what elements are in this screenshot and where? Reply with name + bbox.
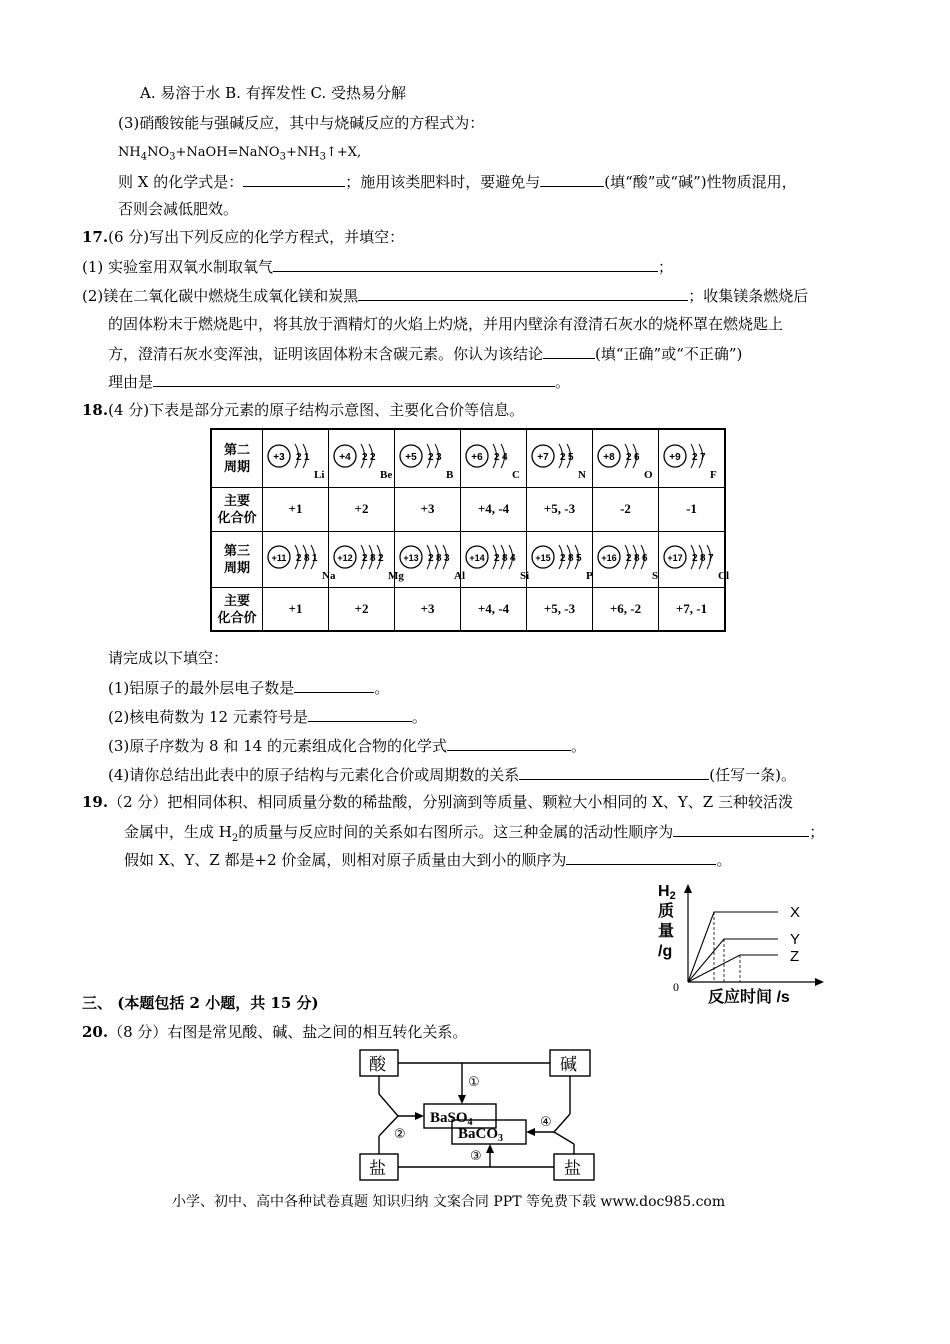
valence-cell: +5, -3 xyxy=(527,487,593,531)
q17-intro: 17.(6 分)写出下列反应的化学方程式，并填空： xyxy=(82,228,405,246)
element-symbol: Mg xyxy=(387,570,404,582)
shell-electron-count: 8 xyxy=(633,553,640,564)
series-z-label: Z xyxy=(790,948,800,965)
atom-cell xyxy=(527,429,593,487)
arrow3-icon xyxy=(486,1144,494,1153)
q18-fill4: (4)请你总结出此表中的原子结构与元素化合价或周期数的关系 (任写一条)。 xyxy=(108,766,796,784)
nucleus-charge: +15 xyxy=(534,553,551,563)
arrow4-icon xyxy=(526,1128,535,1136)
atom-diagram xyxy=(331,533,404,585)
shell-electron-count: 2 xyxy=(559,452,566,464)
shell-electron-count: 6 xyxy=(633,452,640,464)
q17-part2: (2)镁在二氧化碳中燃烧生成氧化镁和炭黑 ；收集镁条燃烧后 xyxy=(82,287,809,305)
valence-cell: +4, -4 xyxy=(461,487,527,531)
shell-electron-count: 1 xyxy=(303,452,310,464)
graph-origin: 0 xyxy=(673,980,679,994)
label-acid: 酸 xyxy=(369,1055,386,1075)
graph-xlabel: 反应时间 /s xyxy=(708,989,790,1006)
atom-diagram xyxy=(397,533,465,585)
nucleus-charge: +6 xyxy=(470,452,483,464)
valence-cell: -2 xyxy=(593,487,659,531)
shell-electron-count: 8 xyxy=(699,553,706,564)
acid-base-salt-diagram xyxy=(350,1046,600,1184)
atom-diagram xyxy=(463,432,525,484)
section-3-heading: 三、 (本题包括 2 小题，共 15 分) xyxy=(82,994,319,1012)
label-base: 碱 xyxy=(560,1055,577,1075)
nucleus-charge: +12 xyxy=(336,553,353,563)
valence-cell: +4, -4 xyxy=(461,587,527,631)
shell-electron-count: 2 xyxy=(493,452,500,464)
atom-cell xyxy=(329,429,395,487)
q18-fill2: (2)核电荷数为 12 元素符号是 。 xyxy=(108,708,427,726)
q19-line2: 金属中，生成 $H_2$的质量与反应时间的关系如右图所示。这三种金属的活动性顺序为 ； xyxy=(124,823,825,844)
nucleus-charge: +13 xyxy=(402,553,419,563)
nucleus-charge: +11 xyxy=(271,553,286,563)
atom-diagram xyxy=(463,533,529,585)
series-x-line xyxy=(688,912,778,982)
atom-cell xyxy=(461,531,527,587)
shell-electron-count: 2 xyxy=(377,553,384,564)
atom-cell xyxy=(593,429,659,487)
atom-diagram xyxy=(529,533,591,585)
nucleus-charge: +9 xyxy=(668,452,681,464)
element-symbol: P xyxy=(585,570,593,582)
element-symbol: O xyxy=(643,469,653,482)
label-step2: ② xyxy=(394,1127,406,1142)
label-step1: ① xyxy=(468,1075,480,1090)
atom-diagram xyxy=(595,533,657,585)
shell-electron-count: 2 xyxy=(361,553,368,564)
series-y-label: Y xyxy=(790,931,801,948)
footer: 小学、初中、高中各种试卷真题 知识归纳 文案合同 PPT 等免费下载 www.doc985.com xyxy=(172,1194,726,1210)
shell-electron-count: 2 xyxy=(493,553,500,564)
nucleus-charge: +17 xyxy=(666,553,683,563)
label-salt-left: 盐 xyxy=(369,1159,386,1179)
atom-cell xyxy=(263,531,335,587)
line-salt-right-join xyxy=(554,1132,574,1144)
valence-cell: +2 xyxy=(329,587,395,631)
shell-electron-count: 8 xyxy=(567,553,574,564)
blank-acid-base[interactable] xyxy=(540,171,604,187)
q16-part3: (3)硝酸铵能与强碱反应，其中与烧碱反应的方程式为： xyxy=(118,114,485,132)
shell-electron-count: 7 xyxy=(699,452,706,464)
q16-line5: 否则会减低肥效。 xyxy=(118,200,239,218)
label-step3: ③ xyxy=(470,1149,482,1164)
row-label-period3: 第三 周期 xyxy=(211,531,263,587)
shell-electron-count: 2 xyxy=(427,553,434,564)
blank-compound-formula[interactable] xyxy=(447,735,571,751)
row-label-valence2: 主要 化合价 xyxy=(211,487,263,531)
label-step4: ④ xyxy=(540,1115,552,1130)
shell-electron-count: 4 xyxy=(509,553,516,564)
q18-intro: 18.(4 分)下表是部分元素的原子结构示意图、主要化合价等信息。 xyxy=(82,401,525,419)
q20-intro: 20.（8 分）右图是常见酸、碱、盐之间的相互转化关系。 xyxy=(82,1023,468,1041)
blank-element-12[interactable] xyxy=(308,706,412,722)
shell-electron-count: 2 xyxy=(295,452,302,464)
label-baso4: BaSO$_4$ xyxy=(430,1110,473,1128)
series-z-line xyxy=(688,955,778,982)
valence-cell: +2 xyxy=(329,487,395,531)
q18-prompt: 请完成以下填空： xyxy=(108,649,229,667)
element-symbol: N xyxy=(577,469,586,482)
element-symbol: Na xyxy=(321,570,335,582)
element-symbol: B xyxy=(445,469,453,482)
element-symbol: Si xyxy=(519,570,529,582)
atom-diagram xyxy=(397,432,459,484)
label-salt-right: 盐 xyxy=(564,1159,581,1179)
shell-electron-count: 3 xyxy=(435,452,442,464)
q17-line5: 理由是 。 xyxy=(108,373,571,391)
atom-cell xyxy=(659,429,726,487)
shell-electron-count: 2 xyxy=(369,452,376,464)
atom-diagram xyxy=(331,432,393,484)
atom-diagram xyxy=(661,432,723,484)
h2-mass-graph xyxy=(650,878,830,1006)
shell-electron-count: 7 xyxy=(707,553,714,564)
q17-line4: 方，澄清石灰水变浑浊，证明该固体粉末含碳元素。你认为该结论 (填“正确”或“不正确”) xyxy=(108,345,743,363)
atom-cell xyxy=(329,531,404,587)
atom-cell xyxy=(659,531,729,587)
q18-fill1: (1)铝原子的最外层电子数是 。 xyxy=(108,679,390,697)
q19-line1: 19.（2 分）把相同体积、相同质量分数的稀盐酸，分别滴到等质量、颗粒大小相同的 X、Y、Z 三种较活泼 xyxy=(82,793,793,811)
atom-diagram xyxy=(265,533,335,585)
shell-electron-count: 2 xyxy=(427,452,434,464)
element-symbol: F xyxy=(709,469,717,482)
graph-ylabel-h: H2 xyxy=(658,883,676,902)
row-label-period2: 第二 周期 xyxy=(211,429,263,487)
shell-electron-count: 2 xyxy=(691,553,698,564)
q18-fill3: (3)原子序数为 8 和 14 的元素组成化合物的化学式 。 xyxy=(108,737,586,755)
valence-cell: +3 xyxy=(395,487,461,531)
element-symbol: C xyxy=(511,469,520,482)
graph-ylabel-3: /g xyxy=(658,943,673,960)
shell-electron-count: 8 xyxy=(501,553,508,564)
y-axis-arrow-icon xyxy=(684,884,692,893)
q16-line4: 则 X 的化学式是： ；施用该类肥料时，要避免与 (填“酸”或“碱”)性物质混用， xyxy=(118,173,797,191)
element-symbol: Li xyxy=(313,469,324,482)
nucleus-charge: +3 xyxy=(272,452,285,464)
row-label-valence3: 主要 化合价 xyxy=(211,587,263,631)
valence-cell: +7, -1 xyxy=(659,587,726,631)
shell-electron-count: 2 xyxy=(625,452,632,464)
q16-equation: $NH_4NO_3+NaOH=NaNO_3+NH_3↑+X$, xyxy=(118,145,362,163)
shell-electron-count: 2 xyxy=(361,452,368,464)
valence-cell: -1 xyxy=(659,487,726,531)
nucleus-charge: +4 xyxy=(338,452,351,464)
series-x-label: X xyxy=(790,904,801,921)
element-symbol: Be xyxy=(379,469,392,482)
blank-reason[interactable] xyxy=(153,371,555,387)
valence-cell: +3 xyxy=(395,587,461,631)
valence-cell: +1 xyxy=(263,487,329,531)
blank-al-outer-electrons[interactable] xyxy=(294,677,374,693)
nucleus-charge: +7 xyxy=(536,452,549,464)
label-baco3: BaCO$_3$ xyxy=(458,1126,504,1144)
blank-x-formula[interactable] xyxy=(243,171,345,187)
shell-electron-count: 2 xyxy=(559,553,566,564)
atom-cell xyxy=(461,429,527,487)
atom-diagram xyxy=(529,432,591,484)
shell-electron-count: 1 xyxy=(311,553,318,564)
atom-cell xyxy=(395,429,461,487)
shell-electron-count: 2 xyxy=(295,553,302,564)
shell-electron-count: 8 xyxy=(369,553,376,564)
atom-diagram xyxy=(595,432,657,484)
blank-h2o2-equation[interactable] xyxy=(273,256,658,272)
shell-electron-count: 5 xyxy=(575,553,582,564)
shell-electron-count: 8 xyxy=(435,553,442,564)
element-symbol: Cl xyxy=(717,570,729,582)
atom-cell xyxy=(395,531,465,587)
valence-cell: +1 xyxy=(263,587,329,631)
arrow1-icon xyxy=(458,1095,466,1104)
valence-cell: +6, -2 xyxy=(593,587,659,631)
graph-ylabel-2: 量 xyxy=(658,923,675,940)
atom-diagram xyxy=(265,432,327,484)
graph-ylabel-1: 质 xyxy=(658,903,675,920)
blank-activity-order[interactable] xyxy=(673,821,809,837)
blank-mg-equation[interactable] xyxy=(358,285,688,301)
shell-electron-count: 8 xyxy=(303,553,310,564)
shell-electron-count: 2 xyxy=(625,553,632,564)
shell-electron-count: 5 xyxy=(567,452,574,464)
shell-electron-count: 4 xyxy=(501,452,508,464)
blank-atomic-mass-order[interactable] xyxy=(566,849,716,865)
q17-part1: (1) 实验室用双氧水制取氧气 ； xyxy=(82,258,674,276)
nucleus-charge: +5 xyxy=(404,452,417,464)
arrow2-icon xyxy=(415,1112,424,1120)
element-symbol: S xyxy=(651,570,658,582)
blank-relationship[interactable] xyxy=(519,764,709,780)
shell-electron-count: 2 xyxy=(691,452,698,464)
q17-line3: 的固体粉末于燃烧匙中，将其放于酒精灯的火焰上灼烧，并用内壁涂有澄清石灰水的烧杯罩在燃烧匙上 xyxy=(108,315,784,333)
shell-electron-count: 3 xyxy=(443,553,450,564)
atom-cell xyxy=(593,531,659,587)
shell-electron-count: 6 xyxy=(641,553,648,564)
valence-cell: +5, -3 xyxy=(527,587,593,631)
atom-cell xyxy=(263,429,329,487)
blank-conclusion[interactable] xyxy=(543,343,595,359)
nucleus-charge: +8 xyxy=(602,452,615,464)
atom-cell xyxy=(527,531,593,587)
line-acid-join xyxy=(379,1094,398,1116)
line-base-join xyxy=(554,1114,570,1132)
nucleus-charge: +14 xyxy=(468,553,485,563)
element-table xyxy=(210,428,729,632)
atom-diagram xyxy=(661,533,729,585)
element-symbol: Al xyxy=(453,570,465,582)
nucleus-charge: +16 xyxy=(600,553,617,563)
x-axis-arrow-icon xyxy=(815,978,824,986)
q19-line3: 假如 X、Y、Z 都是+2 价金属，则相对原子质量由大到小的顺序为 。 xyxy=(124,851,732,869)
q16-options: A. 易溶于水 B. 有挥发性 C. 受热易分解 xyxy=(140,84,406,102)
